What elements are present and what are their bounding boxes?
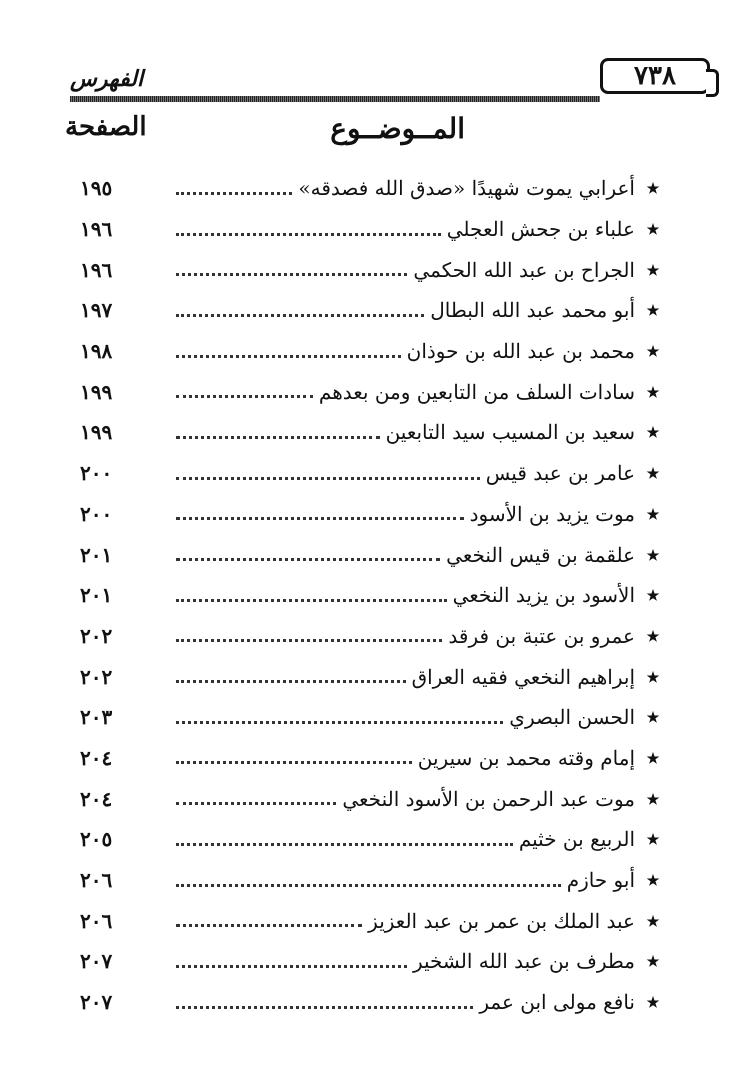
- toc-entry-title: عبد الملك بن عمر بن عبد العزيز: [368, 908, 635, 933]
- leader-dots: [176, 800, 336, 805]
- toc-entry-title: موت عبد الرحمن بن الأسود النخعي: [342, 786, 635, 811]
- leader-dots: [176, 922, 362, 927]
- bullet-star-icon: ٭: [647, 256, 659, 283]
- leader-dots: [176, 393, 313, 398]
- bullet-star-icon: ٭: [647, 216, 659, 243]
- leader-dots: [176, 719, 503, 724]
- toc-entry: [80, 209, 665, 250]
- toc-entry-title: الجراح بن عبد الله الحكمي: [413, 257, 635, 282]
- toc-entry-page: ١٩٧: [80, 298, 113, 323]
- bullet-star-icon: ٭: [647, 419, 659, 446]
- toc-entry-title: إبراهيم النخعي فقيه العراق: [411, 664, 635, 689]
- leader-dots: [176, 190, 292, 195]
- toc-entry-page: ١٩٨: [80, 339, 113, 364]
- bullet-star-icon: ٭: [647, 582, 659, 609]
- toc-entry: [80, 738, 665, 779]
- toc-entry-title: نافع مولى ابن عمر: [479, 990, 635, 1015]
- leader-dots: [176, 963, 407, 968]
- bullet-star-icon: ٭: [647, 907, 659, 934]
- toc-entry-page: ١٩٦: [80, 217, 113, 242]
- toc-entry-page: ١٩٥: [80, 176, 113, 201]
- toc-entry: [80, 290, 665, 331]
- toc-entry-page: ٢٠٤: [80, 786, 113, 811]
- toc-entry: [80, 494, 665, 535]
- bullet-star-icon: ٭: [647, 297, 659, 324]
- leader-dots: [176, 556, 440, 561]
- toc-entry: [80, 412, 665, 453]
- toc-entry-title: الحسن البصري: [509, 705, 635, 730]
- leader-dots: [176, 597, 447, 602]
- page-box-tab: [706, 69, 719, 97]
- toc-entry: [80, 941, 665, 982]
- bullet-star-icon: ٭: [647, 622, 659, 649]
- toc-entry: [80, 331, 665, 372]
- toc-entry-page: ٢٠٠: [80, 501, 113, 526]
- toc-entry-page: ٢٠١: [80, 542, 113, 567]
- toc-entry: [80, 249, 665, 290]
- bullet-star-icon: ٭: [647, 175, 659, 202]
- running-title: الفهرس: [70, 66, 144, 92]
- leader-dots: [176, 515, 464, 520]
- toc-entry-page: ٢٠٦: [80, 908, 113, 933]
- toc-entry-title: عامر بن عبد قيس: [485, 461, 635, 486]
- toc-entry-title: الأسود بن يزيد النخعي: [452, 583, 635, 608]
- bullet-star-icon: ٭: [647, 663, 659, 690]
- toc-entry: [80, 697, 665, 738]
- leader-dots: [176, 312, 424, 317]
- leader-dots: [176, 353, 401, 358]
- toc-entry-page: ٢٠٥: [80, 827, 113, 852]
- leader-dots: [176, 637, 442, 642]
- page-header: [70, 58, 676, 100]
- leader-dots: [176, 678, 406, 683]
- toc-entry-title: أبو محمد عبد الله البطال: [430, 298, 635, 323]
- toc-entry-title: علباء بن جحش العجلي: [446, 217, 635, 242]
- toc-entry: [80, 575, 665, 616]
- toc-entry: [80, 900, 665, 941]
- toc-entry-title: الربيع بن خثيم: [518, 827, 635, 852]
- page-number-box: [600, 58, 710, 94]
- table-of-contents: [80, 168, 665, 1022]
- leader-dots: [176, 475, 480, 480]
- toc-entry-page: ٢٠٧: [80, 990, 113, 1015]
- toc-entry-title: سعيد بن المسيب سيد التابعين: [385, 420, 635, 445]
- bullet-star-icon: ٭: [647, 500, 659, 527]
- leader-dots: [176, 271, 407, 276]
- toc-entry-page: ١٩٦: [80, 257, 113, 282]
- toc-entry-page: ٢٠٢: [80, 664, 113, 689]
- toc-entry-title: عمرو بن عتبة بن فرقد: [448, 623, 635, 648]
- toc-entry-title: محمد بن عبد الله بن حوذان: [406, 339, 635, 364]
- bullet-star-icon: ٭: [647, 378, 659, 405]
- toc-entry: [80, 819, 665, 860]
- toc-entry-page: ٢٠٦: [80, 868, 113, 893]
- leader-dots: [176, 759, 412, 764]
- toc-entry-title: مطرف بن عبد الله الشخير: [412, 949, 635, 974]
- bullet-star-icon: ٭: [647, 338, 659, 365]
- toc-entry-title: أبو حازم: [566, 868, 635, 893]
- toc-entry-page: ٢٠٣: [80, 705, 113, 730]
- toc-entry: [80, 860, 665, 901]
- leader-dots: [176, 1004, 473, 1009]
- bullet-star-icon: ٭: [647, 826, 659, 853]
- toc-entry: [80, 982, 665, 1023]
- toc-entry: [80, 371, 665, 412]
- page-column-header: الصفحة: [65, 112, 147, 142]
- bullet-star-icon: ٭: [647, 460, 659, 487]
- toc-entry: [80, 453, 665, 494]
- bullet-star-icon: ٭: [647, 744, 659, 771]
- bullet-star-icon: ٭: [647, 704, 659, 731]
- header-rule: [70, 96, 600, 102]
- toc-entry-page: ١٩٩: [80, 379, 113, 404]
- toc-entry: [80, 168, 665, 209]
- toc-entry-page: ٢٠١: [80, 583, 113, 608]
- toc-entry: [80, 616, 665, 657]
- toc-entry-page: ٢٠٧: [80, 949, 113, 974]
- column-headers: [65, 112, 665, 152]
- toc-entry: [80, 534, 665, 575]
- toc-entry-page: ٢٠٤: [80, 745, 113, 770]
- leader-dots: [176, 882, 561, 887]
- bullet-star-icon: ٭: [647, 989, 659, 1016]
- leader-dots: [176, 231, 441, 236]
- bullet-star-icon: ٭: [647, 867, 659, 894]
- bullet-star-icon: ٭: [647, 785, 659, 812]
- toc-entry-title: علقمة بن قيس النخعي: [446, 542, 635, 567]
- toc-entry: [80, 778, 665, 819]
- bullet-star-icon: ٭: [647, 948, 659, 975]
- topic-column-header: المــوضــوع: [330, 112, 465, 145]
- toc-entry-title: موت يزيد بن الأسود: [469, 501, 635, 526]
- toc-entry-page: ١٩٩: [80, 420, 113, 445]
- leader-dots: [176, 434, 380, 439]
- toc-entry-title: أعرابي يموت شهيدًا «صدق الله فصدقه»: [298, 176, 635, 201]
- toc-entry-title: إمام وقته محمد بن سيرين: [417, 745, 635, 770]
- toc-entry-title: سادات السلف من التابعين ومن بعدهم: [318, 379, 635, 404]
- page-number: ٧٣٨: [634, 61, 676, 91]
- leader-dots: [176, 841, 513, 846]
- toc-entry-page: ٢٠٠: [80, 461, 113, 486]
- bullet-star-icon: ٭: [647, 541, 659, 568]
- toc-entry: [80, 656, 665, 697]
- toc-entry-page: ٢٠٢: [80, 623, 113, 648]
